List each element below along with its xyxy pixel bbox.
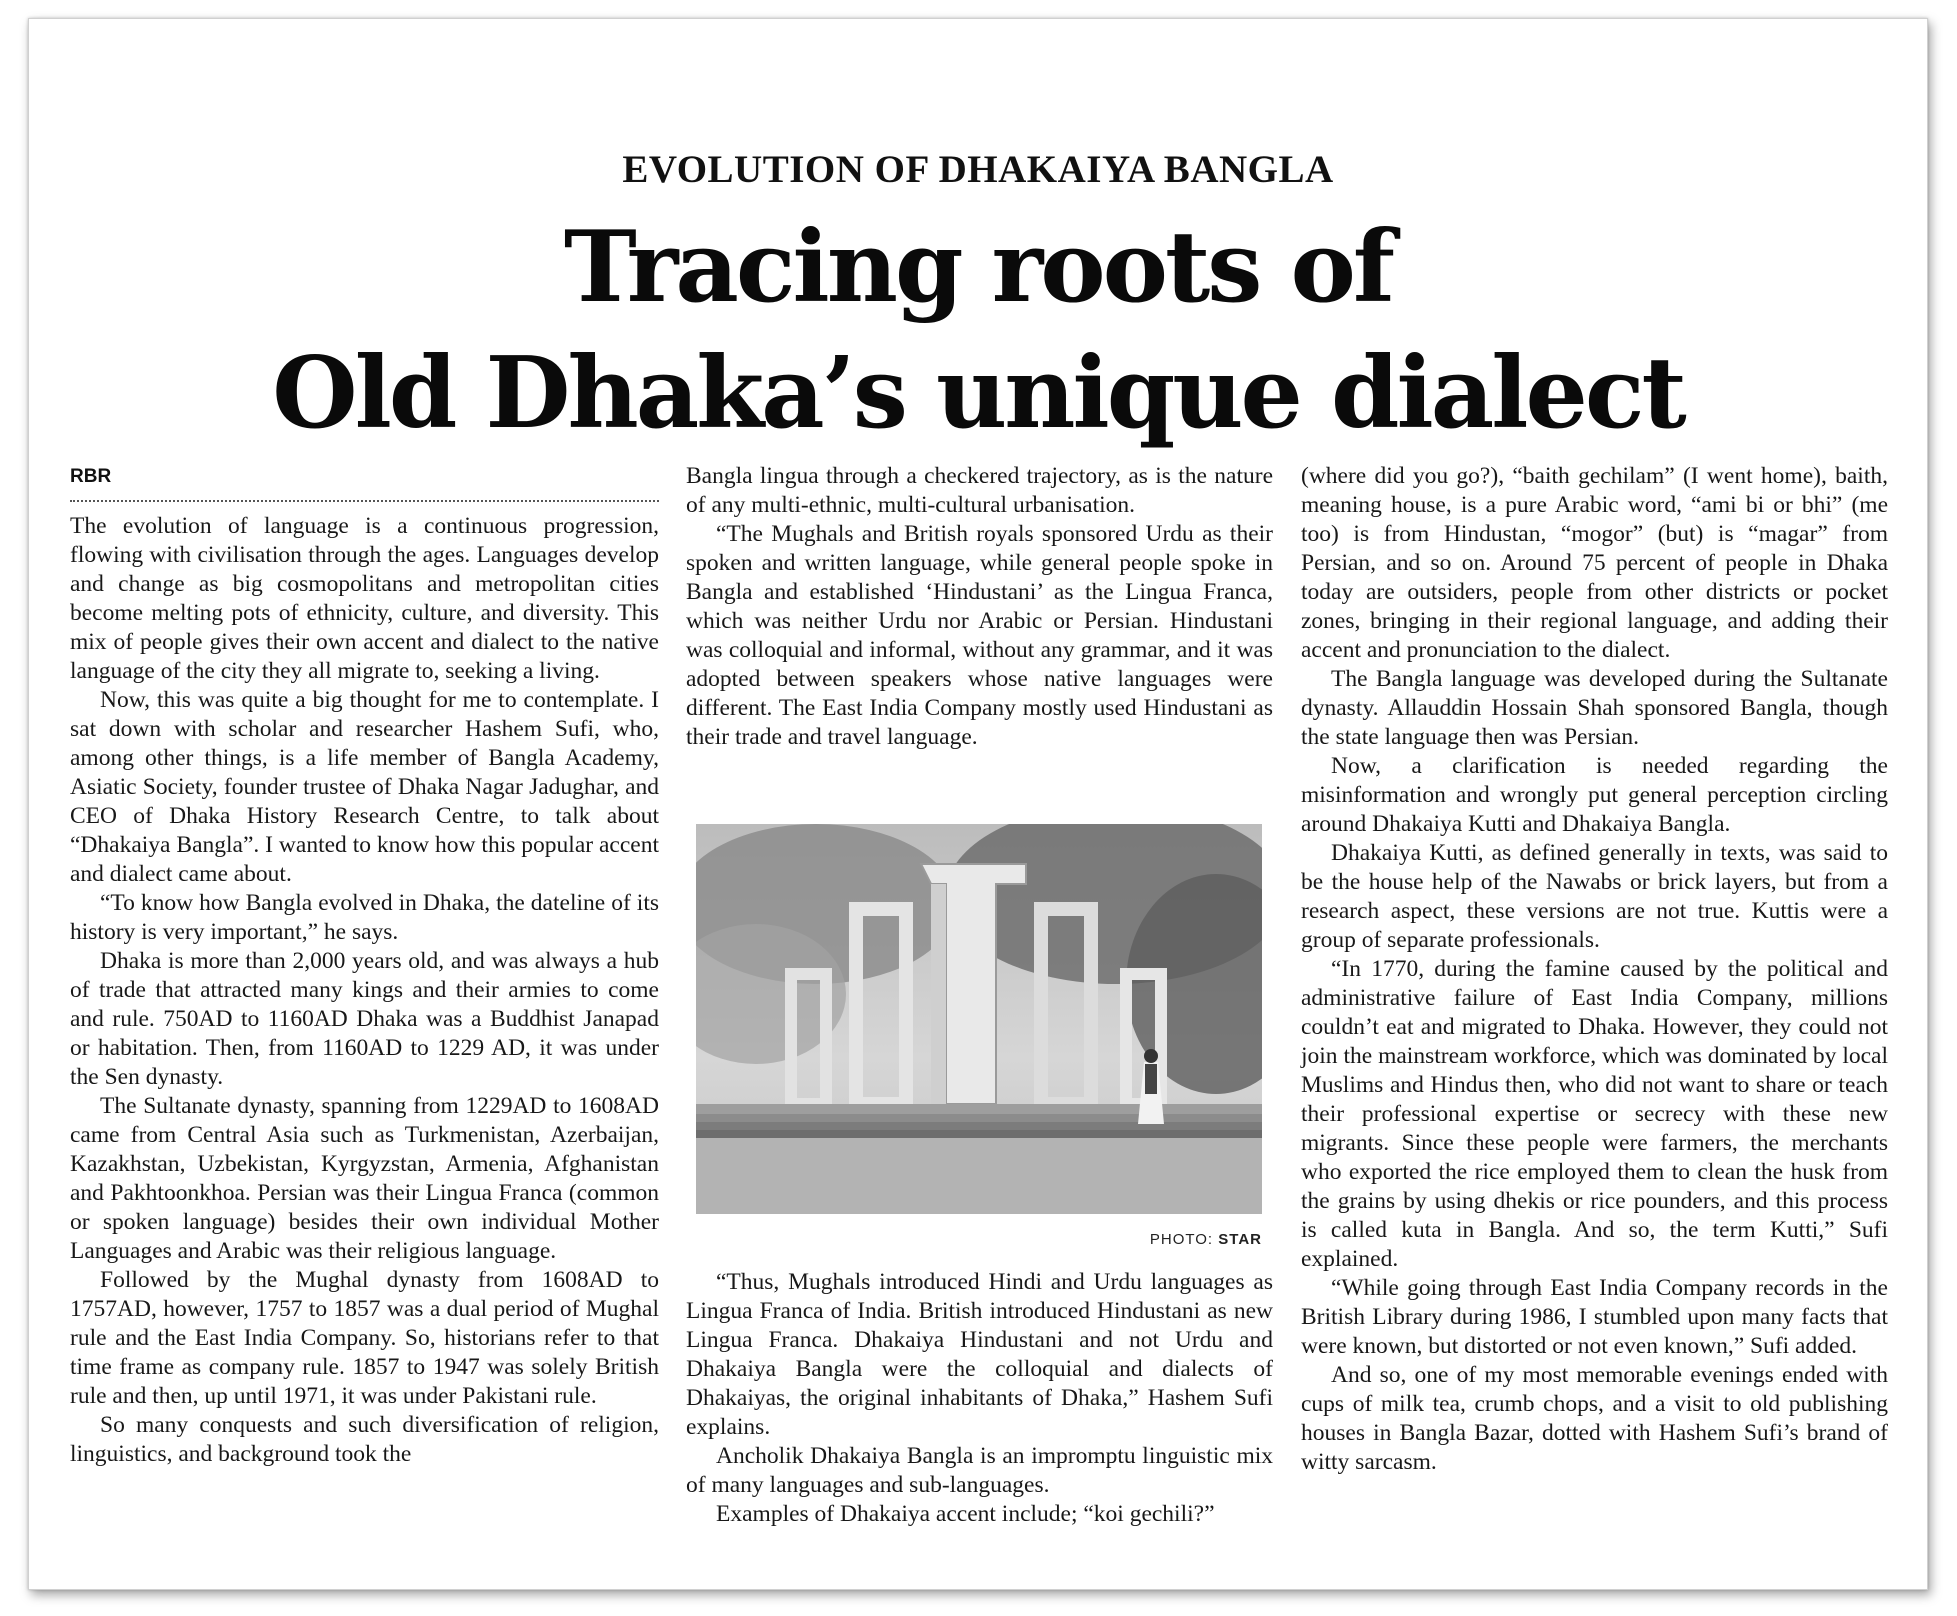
paragraph: The evolution of language is a continuous progression, flowing with civilisation through the ages. Languages develop and change as big cosmopolitans and metropolitan cities become melting pots of ethnicity, culture, and diversity. This mix of people gives their own accent and dialect to the native language of the city they all migrate to, seeking a living. [70, 513, 659, 684]
paragraph: “Thus, Mughals introduced Hindi and Urdu languages as Lingua Franca of India. British introduced Hindustani as new Lingua Franca. Dhakaiya Hindustani and not Urdu and Dhakaiya Bangla were the colloquial and dialects of Dhakaiyas, the original inhabitants of Dhaka,” Hashem Sufi explains. [686, 1269, 1273, 1440]
paragraph: “In 1770, during the famine caused by the political and administrative failure of East India Company, millions couldn’t eat and migrated to Dhaka. However, they could not join the mainstream workforce, which was dominated by local Muslims and Hindus then, who did not want to share or teach their professional expertise or secrecy with these new migrants. Since these people were farmers, the merchants who exported the rice employed them to clean the husk from the grains by using dhekis or rice pounders, and this process is called kuta in Bangla. And so, the term Kutti,” Sufi explained. [1301, 956, 1888, 1272]
paragraph: “While going through East India Company records in the British Library during 1986, I stumbled upon many facts that were known, but distorted or not even known,” Sufi added. [1301, 1275, 1888, 1359]
paragraph: (where did you go?), “baith gechilam” (I went home), baith, meaning house, is a pure Arabic word, “ami bi or bhi” (me too) is from Hindustan, “mogor” (but) is “magar” from Persian, and so on. Around 75 percent of people in Dhaka today are outsiders, people from other districts or pocket zones, bringing in their regional language, and adding their accent and pronunciation to the dialect. [1301, 463, 1888, 663]
article-column-2-bottom [686, 1268, 1273, 1529]
article-column-2-top [686, 462, 1273, 752]
photo-credit-label: PHOTO: [1149, 1231, 1219, 1248]
paragraph: Now, this was quite a big thought for me to contemplate. I sat down with scholar and researcher Hashem Sufi, who, among other things, is a life member of Bangla Academy, Asiatic Society, founder trustee of Dhaka Nagar Jadughar, and CEO of Dhaka History Research Centre, to talk about “Dhakaiya Bangla”. I wanted to know how this popular accent and dialect came about. [70, 687, 659, 887]
paragraph: Dhaka is more than 2,000 years old, and was always a hub of trade that attracted many kings and their armies to come and rule. 750AD to 1160AD Dhaka was a Buddhist Janapad or habitation. Then, from 1160AD to 1229 AD, it was under the Sen dynasty. [70, 948, 659, 1090]
article-kicker: EVOLUTION OF DHAKAIYA BANGLA [622, 148, 1334, 191]
paragraph: So many conquests and such diversification of religion, linguistics, and background took the [70, 1412, 659, 1467]
paragraph: Bangla lingua through a checkered trajectory, as is the nature of any multi-ethnic, multi-cultural urbanisation. [686, 463, 1273, 518]
paragraph: “The Mughals and British royals sponsored Urdu as their spoken and written language, while general people spoke in Bangla and established ‘Hindustani’ as the Lingua Franca, which was neither Urdu nor Arabic or Persian. Hindustani was colloquial and informal, without any grammar, and it was adopted between speakers whose native languages were different. The East India Company mostly used Hindustani as their trade and travel language. [686, 521, 1273, 750]
paragraph: Ancholik Dhakaiya Bangla is an impromptu linguistic mix of many languages and sub-languages. [686, 1443, 1273, 1498]
byline: RBR [70, 466, 112, 487]
paragraph: The Sultanate dynasty, spanning from 1229AD to 1608AD came from Central Asia such as Turkmenistan, Azerbaijan, Kazakhstan, Uzbekistan, Kyrgyzstan, Armenia, Afghanistan and Pakhtoonkhoa. Persian was their Lingua Franca (common or spoken language) besides their own individual Mother Languages and Arabic was their religious language. [70, 1093, 659, 1264]
paragraph: Followed by the Mughal dynasty from 1608AD to 1757AD, however, 1757 to 1857 was a dual period of Mughal rule and the East India Company. So, historians refer to that time frame as company rule. 1857 to 1947 was solely British rule and then, up until 1971, it was under Pakistani rule. [70, 1267, 659, 1409]
shaheed-minar-photo [696, 824, 1262, 1214]
paragraph: The Bangla language was developed during the Sultanate dynasty. Allauddin Hossain Shah sponsored Bangla, though the state language then was Persian. [1301, 666, 1888, 750]
monument-illustration [696, 824, 1262, 1214]
paragraph: “To know how Bangla evolved in Dhaka, the dateline of its history is very important,” he says. [70, 890, 659, 945]
photo-credit [696, 1231, 1262, 1248]
paragraph: And so, one of my most memorable evenings ended with cups of milk tea, crumb chops, and a visit to old publishing houses in Bangla Bazar, dotted with Hashem Sufi’s brand of witty sarcasm. [1301, 1362, 1888, 1475]
paragraph: Now, a clarification is needed regarding the misinformation and wrongly put general perception circling around Dhakaiya Kutti and Dhakaiya Bangla. [1301, 753, 1888, 837]
photo-credit-source: STAR [1218, 1231, 1262, 1248]
article-headline [29, 205, 1927, 457]
paragraph: Dhakaiya Kutti, as defined generally in texts, was said to be the house help of the Nawabs or brick layers, but from a research aspect, these versions are not true. Kuttis were a group of separate professionals. [1301, 840, 1888, 953]
headline-line-2: Old Dhaka’s unique dialect [272, 336, 1684, 451]
article-column-1 [70, 512, 659, 1469]
headline-line-1: Tracing roots of [563, 210, 1393, 325]
byline-divider [70, 500, 659, 502]
article-column-3 [1301, 462, 1888, 1477]
paragraph: Examples of Dhakaiya accent include; “koi gechili?” [716, 1501, 1215, 1527]
